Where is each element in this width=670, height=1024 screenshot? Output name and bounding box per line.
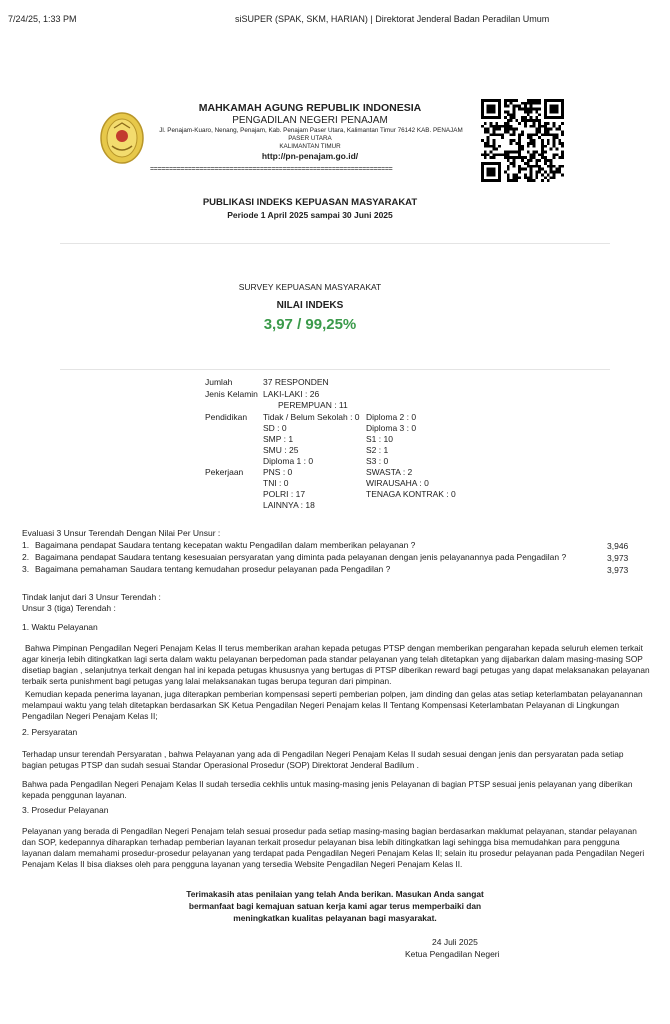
education-item: S1 : 10 xyxy=(366,434,393,444)
gender-label: Jenis Kelamin xyxy=(205,389,258,399)
section-paragraph: Bahwa Pimpinan Pengadilan Negeri Penajam Kelas II terus memberikan arahan kepada petugas PTSP dengan memberikan pengarahan kepada seluruh elemen terkait agar kinerja lebih ditingkatkan lagi serta dalam waktu pelayanan berpedoman pada standar pelayanan yang telah ditetapkan yang dijabarkan dalam masing-masing SOP disetiap bagian , selanjutnya terkait dengan hal ini kepada petugas khususnya yang bertugas di PTSP diberikan reward bagi petugas yang dapat melaksanakan pelayanan terbaik serta punishment bagi petugas yang lalai melaksanakan tugas berupa teguran dari pimpinan. xyxy=(22,643,650,686)
court-logo xyxy=(100,112,144,164)
job-item: LAINNYA : 18 xyxy=(263,500,315,510)
publication-period: Periode 1 April 2025 sampai 30 Juni 2025 xyxy=(227,210,393,220)
section-title-persyaratan: 2. Persyaratan xyxy=(22,727,78,737)
section-paragraph: Terhadap unsur terendah Persyaratan , bahwa Pelayanan yang ada di Pengadilan Negeri Penajam Kelas II sudah sesuai dengan jenis dan persyaratan pada setiap bagian petugas PTSP dan sudah sesuai Standar Operasional Prosedur (SOP) Direktorat Jenderal Badilum . xyxy=(22,749,624,770)
section-paragraph: Bahwa pada Pengadilan Negeri Penajam Kelas II sudah tersedia cekhlis untuk masing-masing jenis Pelayanan di bagian PTSP sesuai jenis pelayanan yang diberikan kepada penggunan layanan. xyxy=(22,779,633,800)
education-item: Diploma 2 : 0 xyxy=(366,412,417,422)
publication-title: PUBLIKASI INDEKS KEPUASAN MASYARAKAT xyxy=(202,197,418,208)
evaluation-item-number: 3. xyxy=(22,564,30,574)
education-item: S3 : 0 xyxy=(366,456,389,466)
index-value: 3,97 / 99,25% xyxy=(263,316,357,333)
section-title-waktu: 1. Waktu Pelayanan xyxy=(22,622,98,632)
closing-line: Terimakasih atas penilaian yang telah Anda berikan. Masukan Anda sangat xyxy=(186,889,484,899)
job-item: SWASTA : 2 xyxy=(366,467,413,477)
divider xyxy=(60,243,610,244)
evaluation-item-value: 3,973 xyxy=(607,553,629,563)
evaluation-item-value: 3,973 xyxy=(607,565,629,575)
evaluation-item-text: Bagaimana pendapat Saudara tentang kesesuaian persyaratan yang diminta pada pelayanan dengan jenis pelayanannya pada Pengadilan ? xyxy=(35,552,567,562)
divider xyxy=(60,369,610,370)
education-item: Tidak / Belum Sekolah : 0 xyxy=(263,412,360,422)
gender-male: LAKI-LAKI : 26 xyxy=(263,389,320,399)
job-item: TNI : 0 xyxy=(263,478,289,488)
evaluation-item-value: 3,946 xyxy=(607,541,629,551)
respondent-count-value: 37 RESPONDEN xyxy=(263,377,329,387)
letterhead-court-name: PENGADILAN NEGERI PENAJAM xyxy=(232,115,388,126)
survey-heading: SURVEY KEPUASAN MASYARAKAT xyxy=(238,282,382,292)
job-item: POLRI : 17 xyxy=(263,489,306,499)
evaluation-heading: Evaluasi 3 Unsur Terendah Dengan Nilai Per Unsur : xyxy=(22,528,221,538)
job-label: Pekerjaan xyxy=(205,467,244,477)
qr-code xyxy=(481,99,564,182)
education-item: S2 : 1 xyxy=(366,445,389,455)
closing-line: meningkatkan kualitas pelayanan bagi masyarakat. xyxy=(233,913,437,923)
letterhead-institution: MAHKAMAH AGUNG REPUBLIK INDONESIA xyxy=(198,102,422,114)
education-item: Diploma 3 : 0 xyxy=(366,423,417,433)
education-item: Diploma 1 : 0 xyxy=(263,456,314,466)
letterhead-website[interactable]: http://pn-penajam.go.id/ xyxy=(261,151,359,161)
evaluation-item-number: 1. xyxy=(22,540,30,550)
job-item: PNS : 0 xyxy=(263,467,293,477)
education-item: SMP : 1 xyxy=(263,434,294,444)
section-paragraph: Kemudian kepada penerima layanan, juga diterapkan pemberian kompensasi seperti pemberian polpen, jam dinding dan gelas atas setiap keterlambatan pelayanannan melampaui waktu yang telah ditetapkan berdasarkan SK Ketua Pengadilan Negeri Penajam kelas II Tentang Kompensasi Keterlambatan Pelayanan di Lingkungan Pengadilan Negeri Penajam Kelas II; xyxy=(22,689,643,721)
evaluation-item-text: Bagaimana pemahaman Saudara tentang kemudahan prosedur pelayanan pada Pengadilan ? xyxy=(35,564,391,574)
followup-heading: Tindak lanjut dari 3 Unsur Terendah : xyxy=(22,592,161,602)
section-paragraph: Pelayanan yang berada di Pengadilan Negeri Penajam telah sesuai prosedur pada setiap masing-masing bagian berdasarkan maklumat pelayanan, standar pelayanan dan SOP, kedepannya diharapkan terhadap pemberian layanan terkait prosedur pelayanan bisa lebih ditingkatkan lagi sehingga bisa memudahkan para pengguna layanan dalam memahami prosedur-prosedur pelayanan yang terdapat pada Pengadilan Negeri Penajam Kelas II; selain itu prosedur pelayanan pada Pengadilan Negeri Penajam Kelas II bisa diakses oleh para pengguna layanan yang tersedia Website Pengadilan Negeri Penajam Kelas II. xyxy=(22,826,645,869)
print-datetime: 7/24/25, 1:33 PM xyxy=(8,14,77,24)
signature-date: 24 Juli 2025 xyxy=(432,937,478,947)
index-label: NILAI INDEKS xyxy=(276,300,344,311)
education-item: SMU : 25 xyxy=(263,445,299,455)
evaluation-item-number: 2. xyxy=(22,552,30,562)
respondent-count-label: Jumlah xyxy=(205,377,233,387)
education-label: Pendidikan xyxy=(205,412,248,422)
followup-subheading: Unsur 3 (tiga) Terendah : xyxy=(22,603,116,613)
letterhead-separator: ================================================================ xyxy=(150,166,393,173)
signature-title: Ketua Pengadilan Negeri xyxy=(405,949,500,959)
job-item: TENAGA KONTRAK : 0 xyxy=(366,489,456,499)
print-page-title: siSUPER (SPAK, SKM, HARIAN) | Direktorat Jenderal Badan Peradilan Umum xyxy=(235,14,550,24)
evaluation-item-text: Bagaimana pendapat Saudara tentang kecepatan waktu Pengadilan dalam memberikan pelayanan ? xyxy=(35,540,416,550)
job-item: WIRAUSAHA : 0 xyxy=(366,478,429,488)
closing-line: bermanfaat bagi kemajuan satuan kerja kami agar terus memperbaiki dan xyxy=(188,901,482,911)
letterhead-address: Jl. Penajam-Kuaro, Nenang, Penajam, Kab. Penajam Paser Utara, Kalimantan Timur 76142 KAB. PENAJAM xyxy=(159,127,463,134)
letterhead-address-3: KALIMANTAN TIMUR xyxy=(279,143,341,150)
gender-female: PEREMPUAN : 11 xyxy=(278,400,348,410)
letterhead-address-2: PASER UTARA xyxy=(288,135,332,142)
education-item: SD : 0 xyxy=(263,423,287,433)
section-title-prosedur: 3. Prosedur Pelayanan xyxy=(22,805,109,815)
